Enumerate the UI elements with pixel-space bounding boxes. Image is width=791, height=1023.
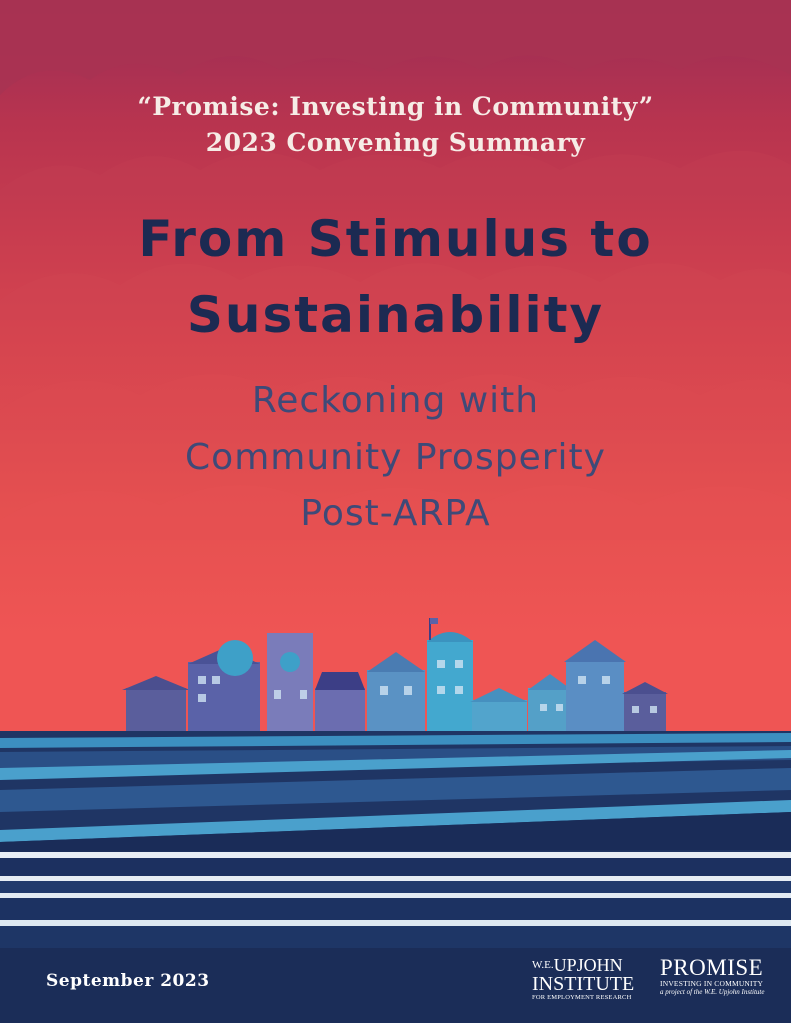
promise-tagline: INVESTING IN COMMUNITY [660, 979, 764, 988]
field-stripe [0, 858, 791, 876]
house-right-blue [528, 688, 572, 733]
upjohn-tagline: FOR EMPLOYMENT RESEARCH [532, 994, 632, 1001]
promise-project: a project of the W.E. Upjohn Institute [660, 988, 765, 996]
house-right-small [624, 692, 666, 733]
subtitle-line2: Community Prosperity [185, 437, 606, 478]
upjohn-name: UPJOHN [553, 955, 623, 975]
field-stripe [0, 926, 791, 948]
promise-name: PROMISE [660, 955, 764, 980]
subtitle-line1: Reckoning with [251, 380, 540, 421]
cloud-layer-1 [0, 0, 791, 95]
field-stripe-white [0, 920, 791, 926]
upjohn-we: W.E. [532, 959, 554, 971]
field-stripe-white [0, 876, 791, 881]
subtitle-line3: Post-ARPA [300, 493, 491, 534]
house-mid-blue [472, 700, 527, 733]
footer-bar [0, 948, 791, 1023]
clock-tower [267, 633, 313, 733]
convening-subtitle: 2023 Convening Summary [205, 128, 586, 157]
flag-icon [430, 618, 438, 624]
house-left-small [126, 688, 186, 733]
town-skyline [122, 618, 668, 733]
house-purple-roof [315, 688, 365, 733]
field-stripe [0, 898, 791, 920]
upjohn-logo [532, 956, 642, 1002]
cloud-layer-2 [0, 151, 791, 200]
building-right-tall [566, 660, 624, 733]
convening-title: “Promise: Investing in Community” [137, 92, 654, 121]
tree [217, 640, 253, 676]
house-tall-blue [367, 670, 425, 733]
fields [0, 731, 791, 948]
publication-date: September 2023 [46, 971, 210, 991]
main-title-line2: Sustainability [186, 286, 605, 344]
field-stripe [0, 881, 791, 893]
main-title-line1: From Stimulus to [138, 210, 653, 268]
field-stripe-white [0, 852, 791, 858]
upjohn-institute: INSTITUTE [532, 973, 635, 995]
field-stripe-white [0, 893, 791, 898]
promise-logo [660, 956, 785, 997]
clock-icon [280, 652, 300, 672]
tower-center [427, 640, 473, 733]
